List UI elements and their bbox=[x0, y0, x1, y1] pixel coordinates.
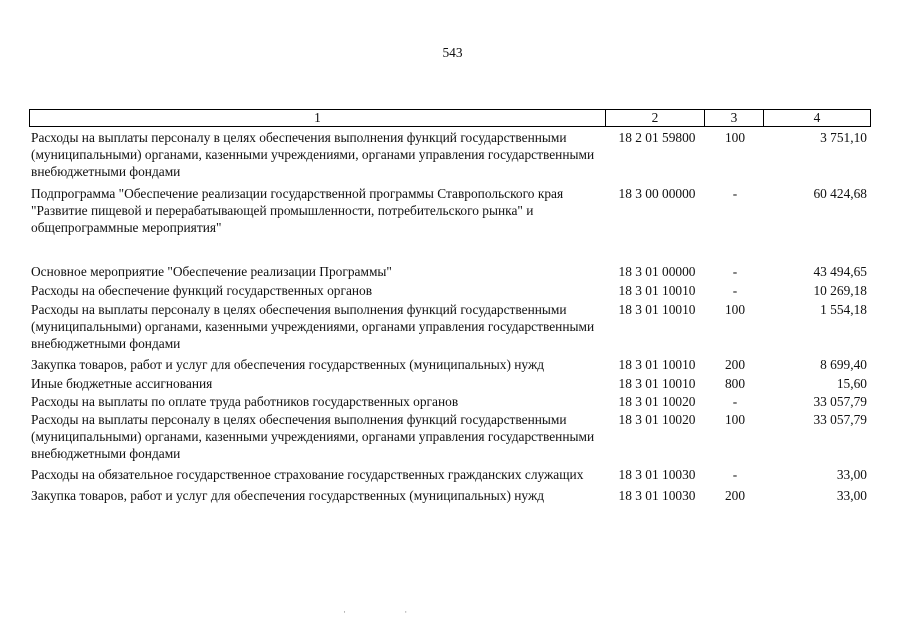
row-classification-code: 18 3 01 10010 bbox=[618, 376, 696, 391]
row-classification-code: 18 2 01 59800 bbox=[618, 130, 696, 145]
row-amount: 33,00 bbox=[836, 467, 867, 482]
row-expense-type: 200 bbox=[724, 488, 746, 503]
row-amount: 33 057,79 bbox=[813, 412, 867, 427]
table-row bbox=[31, 375, 870, 392]
row-classification-code: 18 3 01 10030 bbox=[618, 467, 696, 482]
row-description: Подпрограмма "Обеспечение реализации государственной программы Ставропольского края "Развитие пищевой и перерабатывающей промышленности, потребительского рынка" и общепрограммные мероприятия" bbox=[31, 186, 564, 235]
header-col-3: 3 bbox=[705, 110, 764, 127]
row-expense-type: - bbox=[732, 186, 738, 201]
header-col-2: 2 bbox=[606, 110, 705, 127]
row-description: Расходы на обеспечение функций государственных органов bbox=[31, 283, 373, 298]
row-amount: 43 494,65 bbox=[813, 264, 867, 279]
table-row bbox=[31, 356, 870, 373]
row-classification-code: 18 3 01 10020 bbox=[618, 412, 696, 427]
row-expense-type: 100 bbox=[724, 130, 746, 145]
row-amount: 10 269,18 bbox=[813, 283, 867, 298]
row-description: Закупка товаров, работ и услуг для обеспечения государственных (муниципальных) нужд bbox=[31, 357, 545, 372]
row-expense-type: - bbox=[732, 394, 738, 409]
row-classification-code: 18 3 01 00000 bbox=[618, 264, 696, 279]
row-description: Расходы на выплаты персоналу в целях обеспечения выполнения функций государственными (муниципальными) органами, казенными учреждениями, органами управления государственными внебюджетными фондами bbox=[31, 302, 595, 351]
table-row bbox=[31, 185, 870, 236]
row-classification-code: 18 3 00 00000 bbox=[618, 186, 696, 201]
row-amount: 60 424,68 bbox=[813, 186, 867, 201]
table-row bbox=[31, 301, 870, 352]
column-header-row bbox=[29, 109, 871, 127]
row-expense-type: 800 bbox=[724, 376, 746, 391]
row-description: Основное мероприятие "Обеспечение реализации Программы" bbox=[31, 264, 392, 279]
scan-artifact: · · bbox=[343, 607, 436, 617]
row-amount: 15,60 bbox=[836, 376, 867, 391]
table-row bbox=[31, 411, 870, 462]
page-number: 543 bbox=[442, 45, 463, 60]
row-amount: 8 699,40 bbox=[820, 357, 867, 372]
table-row bbox=[31, 466, 870, 483]
budget-table-body bbox=[31, 129, 870, 504]
row-amount: 1 554,18 bbox=[820, 302, 867, 317]
table-row bbox=[31, 129, 870, 180]
row-description: Расходы на выплаты персоналу в целях обеспечения выполнения функций государственными (муниципальными) органами, казенными учреждениями, органами управления государственными внебюджетными фондами bbox=[31, 130, 595, 179]
row-description: Расходы на выплаты персоналу в целях обеспечения выполнения функций государственными (муниципальными) органами, казенными учреждениями, органами управления государственными внебюджетными фондами bbox=[31, 412, 595, 461]
table-row bbox=[31, 263, 870, 280]
row-description: Закупка товаров, работ и услуг для обеспечения государственных (муниципальных) нужд bbox=[31, 488, 545, 503]
row-description: Расходы на обязательное государственное страхование государственных гражданских служащих bbox=[31, 467, 584, 482]
header-col-4: 4 bbox=[764, 110, 871, 127]
row-classification-code: 18 3 01 10010 bbox=[618, 357, 696, 372]
row-amount: 33 057,79 bbox=[813, 394, 867, 409]
row-expense-type: 100 bbox=[724, 302, 746, 317]
row-description: Расходы на выплаты по оплате труда работников государственных органов bbox=[31, 394, 459, 409]
row-classification-code: 18 3 01 10010 bbox=[618, 302, 696, 317]
row-amount: 33,00 bbox=[836, 488, 867, 503]
header-col-1: 1 bbox=[30, 110, 606, 127]
table-row bbox=[31, 487, 870, 504]
row-description: Иные бюджетные ассигнования bbox=[31, 376, 213, 391]
table-row bbox=[31, 282, 870, 299]
row-expense-type: - bbox=[732, 264, 738, 279]
table-row bbox=[31, 393, 870, 410]
row-expense-type: - bbox=[732, 467, 738, 482]
row-classification-code: 18 3 01 10030 bbox=[618, 488, 696, 503]
row-expense-type: - bbox=[732, 283, 738, 298]
row-expense-type: 200 bbox=[724, 357, 746, 372]
row-classification-code: 18 3 01 10010 bbox=[618, 283, 696, 298]
row-expense-type: 100 bbox=[724, 412, 746, 427]
row-classification-code: 18 3 01 10020 bbox=[618, 394, 696, 409]
row-amount: 3 751,10 bbox=[820, 130, 867, 145]
